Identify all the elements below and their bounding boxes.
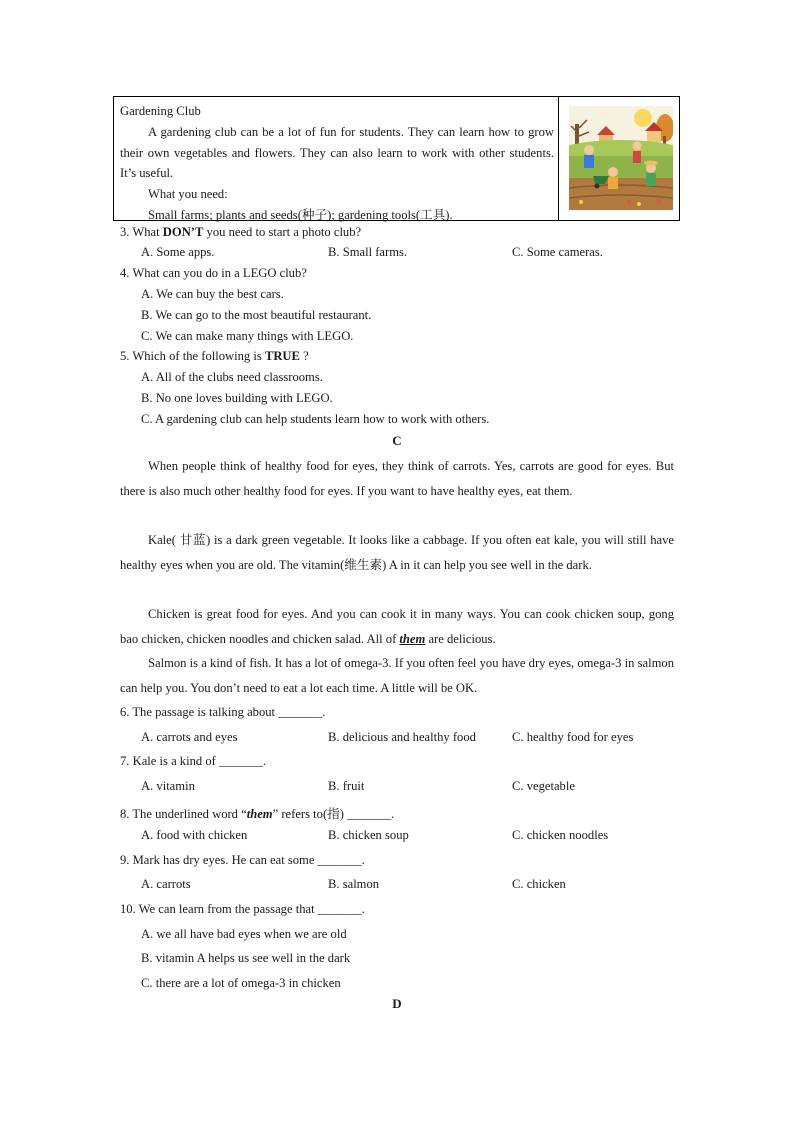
question-10-option-c[interactable]: C. there are a lot of omega-3 in chicken (141, 976, 341, 990)
gardening-club-text (120, 101, 554, 226)
question-7-option-c[interactable]: C. vegetable (512, 779, 575, 793)
question-6-option-a[interactable]: A. carrots and eyes (141, 730, 238, 744)
question-8-quoted-word: them (246, 807, 273, 821)
underlined-word-them: them (399, 631, 426, 646)
box-need-list: Small farms; plants and seeds(种子); gardening tools(工具). (148, 207, 453, 222)
question-8-stem: 8. The underlined word “them” refers to(指) _______. (120, 807, 395, 821)
question-5-stem: 5. Which of the following is TRUE ? (120, 349, 309, 363)
question-8-option-b[interactable]: B. chicken soup (328, 828, 409, 842)
question-10-option-b[interactable]: B. vitamin A helps us see well in the dark (141, 951, 351, 965)
gardening-club-box (113, 96, 680, 221)
box-title: Gardening Club (120, 104, 201, 118)
question-5-emphasis: TRUE (264, 349, 300, 363)
question-6-option-b[interactable]: B. delicious and healthy food (328, 730, 476, 744)
question-3-emphasis: DON’T (162, 225, 204, 239)
box-divider (558, 97, 559, 220)
passage-paragraph-1: When people think of healthy food for eyes, they think of carrots. Yes, carrots are good for eyes. But there is also much other healthy food for eyes. If you want to have healthy eyes, eat them. (120, 459, 674, 498)
question-4-option-b[interactable]: B. We can go to the most beautiful restaurant. (141, 308, 372, 322)
question-6-stem: 6. The passage is talking about _______. (120, 705, 326, 719)
passage-paragraph-4: Salmon is a kind of fish. It has a lot of omega-3. If you often feel you have dry eyes, omega-3 in salmon can help you. You don’t need to eat a lot each time. A little will be OK. (120, 656, 674, 695)
gardening-kids-illustration (569, 106, 673, 210)
question-10-option-a[interactable]: A. we all have bad eyes when we are old (141, 927, 347, 941)
box-body: A gardening club can be a lot of fun for students. They can learn how to grow their own vegetables and flowers. They can also learn to work with other students. It’s useful. (120, 124, 554, 181)
question-9-option-a[interactable]: A. carrots (141, 877, 191, 891)
question-3-option-b[interactable]: B. Small farms. (328, 245, 408, 259)
question-8-option-c[interactable]: C. chicken noodles (512, 828, 609, 842)
passage-paragraph-2: Kale( 甘蓝) is a dark green vegetable. It looks like a cabbage. If you often eat kale, you will still have healthy eyes when you are old. The vitamin(维生素) A in it can help you see well in the dark. (120, 533, 674, 572)
question-5-option-c[interactable]: C. A gardening club can help students learn how to work with others. (141, 412, 490, 426)
question-9-option-b[interactable]: B. salmon (328, 877, 380, 891)
question-4-option-a[interactable]: A. We can buy the best cars. (141, 287, 284, 301)
question-9-stem: 9. Mark has dry eyes. He can eat some _______. (120, 853, 365, 867)
question-5-option-a[interactable]: A. All of the clubs need classrooms. (141, 370, 323, 384)
question-4-stem: 4. What can you do in a LEGO club? (120, 266, 307, 280)
question-3-option-a[interactable]: A. Some apps. (141, 245, 215, 259)
box-need-label: What you need: (148, 187, 228, 202)
question-3-stem: 3. What DON’T you need to start a photo club? (120, 225, 362, 239)
question-7-option-b[interactable]: B. fruit (328, 779, 365, 793)
section-c-heading: C (392, 433, 402, 448)
question-5-option-b[interactable]: B. No one loves building with LEGO. (141, 391, 333, 405)
question-6-option-c[interactable]: C. healthy food for eyes (512, 730, 634, 744)
section-d-heading: D (392, 996, 402, 1011)
question-3-option-c[interactable]: C. Some cameras. (512, 245, 603, 259)
question-10-stem: 10. We can learn from the passage that _______. (120, 902, 365, 916)
question-4-option-c[interactable]: C. We can make many things with LEGO. (141, 329, 354, 343)
question-8-option-a[interactable]: A. food with chicken (141, 828, 248, 842)
question-7-stem: 7. Kale is a kind of _______. (120, 754, 267, 768)
question-9-option-c[interactable]: C. chicken (512, 877, 566, 891)
question-7-option-a[interactable]: A. vitamin (141, 779, 195, 793)
passage-paragraph-3: Chicken is great food for eyes. And you can cook it in many ways. You can cook chicken soup, gong bao chicken, chicken noodles and chicken salad. All of them are delicious. (120, 607, 674, 646)
